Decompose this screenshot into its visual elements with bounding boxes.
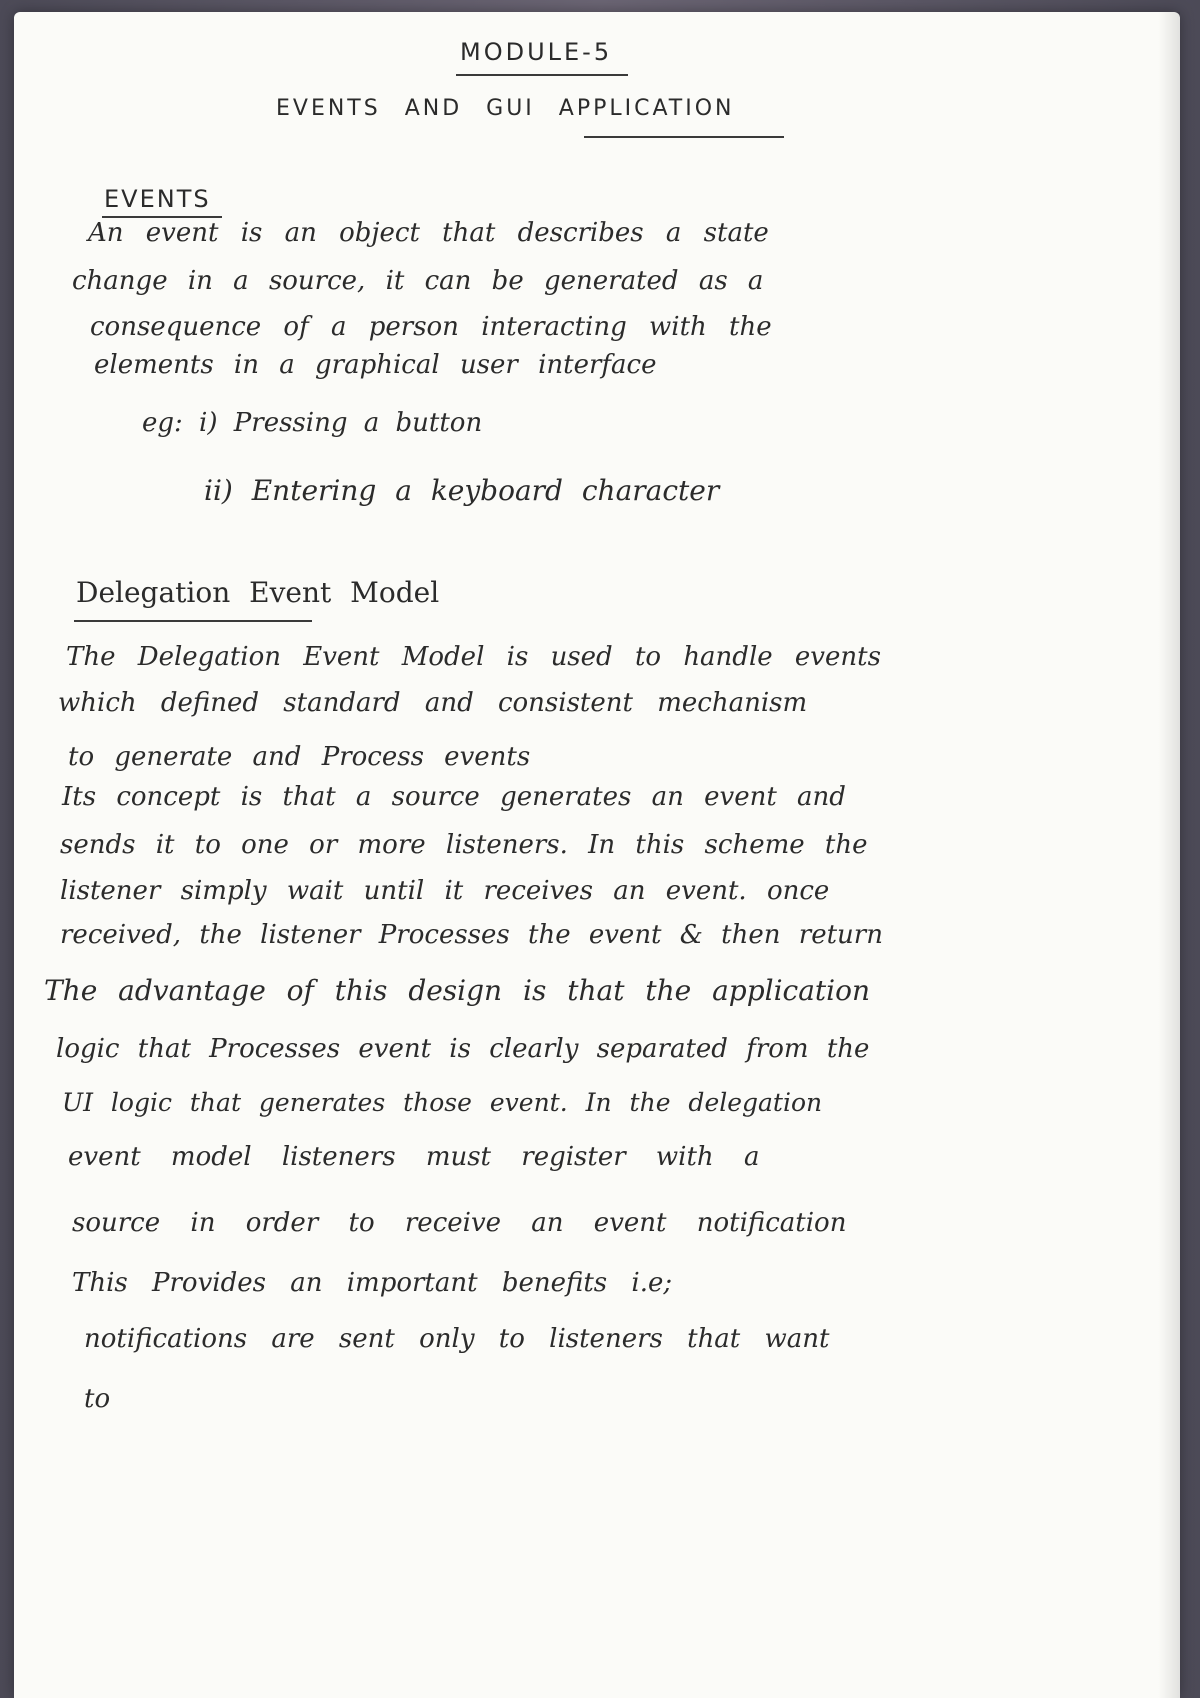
delegation-line: Its concept is that a source generates an event and (62, 782, 846, 812)
delegation-line: This Provides an important benefits i.e; (72, 1268, 673, 1298)
module-title: MODULE-5 (460, 38, 613, 66)
delegation-heading-underline (74, 620, 312, 622)
events-example-line: eg: i) Pressing a button (142, 408, 483, 438)
delegation-line: sends it to one or more listeners. In this scheme the (60, 830, 868, 860)
delegation-line: to (84, 1384, 111, 1414)
delegation-line: which defined standard and consistent mechanism (58, 688, 808, 718)
notebook-page (14, 12, 1180, 1698)
delegation-line: listener simply wait until it receives an event. once (60, 876, 830, 906)
events-line: change in a source, it can be generated as a (72, 266, 764, 296)
delegation-line: received, the listener Processes the event & then return (60, 920, 883, 950)
page-title-underline (584, 136, 784, 138)
events-heading: EVENTS (104, 185, 211, 213)
page-edge-shadow (1158, 12, 1180, 1698)
events-line: An event is an object that describes a state (88, 218, 769, 248)
delegation-line: The advantage of this design is that the application (44, 974, 871, 1007)
delegation-line: The Delegation Event Model is used to handle events (66, 642, 881, 672)
delegation-line: source in order to receive an event notification (72, 1208, 847, 1238)
page-title: EVENTS AND GUI APPLICATION (276, 96, 735, 121)
delegation-heading: Delegation Event Model (76, 576, 440, 609)
delegation-line: event model listeners must register with a (68, 1142, 760, 1172)
delegation-line: UI logic that generates those event. In the delegation (62, 1088, 823, 1117)
delegation-line: notifications are sent only to listeners that want (84, 1324, 830, 1354)
events-example-line: ii) Entering a keyboard character (204, 474, 720, 507)
events-line: elements in a graphical user interface (94, 350, 657, 380)
module-title-underline (456, 74, 628, 76)
events-line: consequence of a person interacting with the (90, 312, 772, 342)
delegation-line: logic that Processes event is clearly separated from the (56, 1034, 870, 1064)
delegation-line: to generate and Process events (68, 742, 531, 772)
